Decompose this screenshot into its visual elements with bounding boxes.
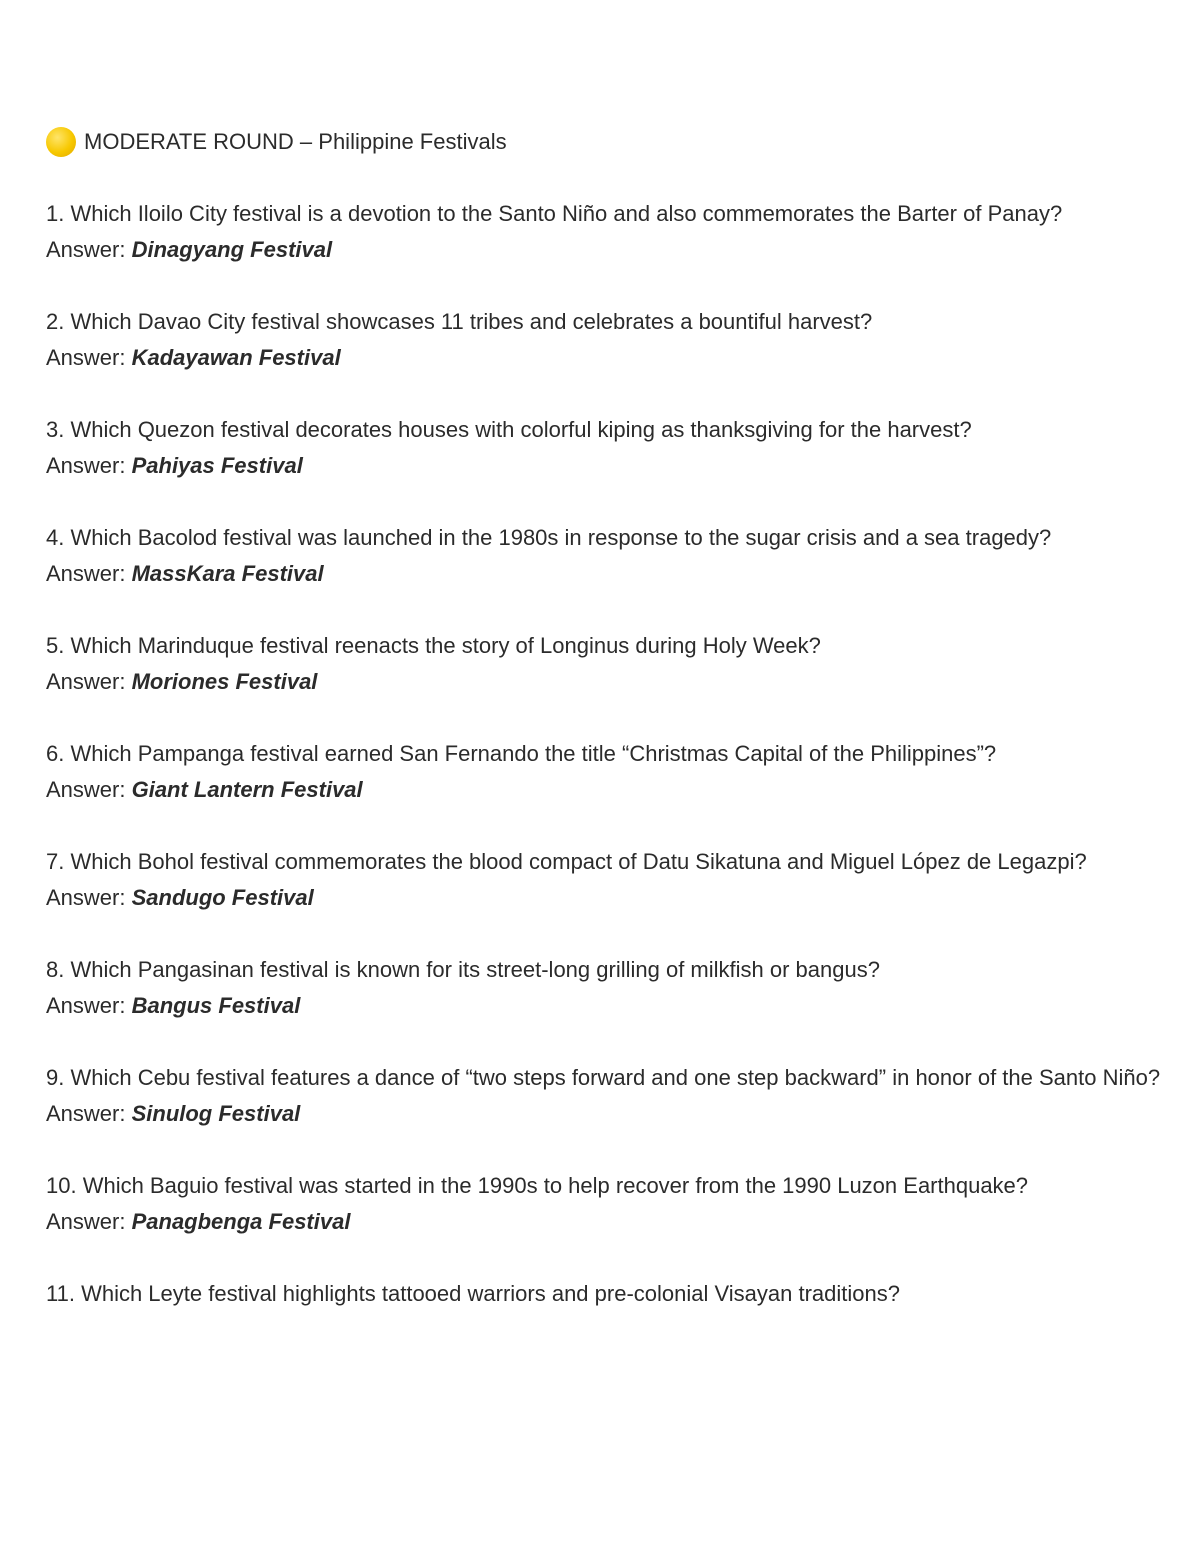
qa-item-4 [46,520,1166,592]
document-page [46,124,1166,1348]
answer-value: Dinagyang Festival [131,237,333,262]
answer-value: Sandugo Festival [131,885,314,910]
answer-label: Answer: [46,453,132,478]
answer-label: Answer: [46,885,132,910]
question-text: 11. Which Leyte festival highlights tattooed warriors and pre-colonial Visayan traditions? [46,1281,900,1306]
qa-item-8 [46,952,1166,1024]
question-text: 5. Which Marinduque festival reenacts the story of Longinus during Holy Week? [46,633,821,658]
answer-value: Panagbenga Festival [131,1209,351,1234]
answer-line [46,880,1166,916]
answer-value: Bangus Festival [131,993,301,1018]
qa-item-3 [46,412,1166,484]
answer-line [46,988,1166,1024]
answer-line [46,664,1166,700]
answer-line [46,232,1166,268]
question-text: 10. Which Baguio festival was started in the 1990s to help recover from the 1990 Luzon Earthquake? [46,1173,1029,1198]
qa-item-6 [46,736,1166,808]
answer-line [46,1204,1166,1240]
answer-value: Pahiyas Festival [131,453,303,478]
answer-label: Answer: [46,1209,132,1234]
qa-item-10 [46,1168,1166,1240]
answer-value: MassKara Festival [131,561,324,586]
document-title [46,124,1166,160]
qa-item-11 [46,1276,1166,1312]
answer-line [46,1096,1166,1132]
answer-value: Giant Lantern Festival [131,777,363,802]
question-text: 3. Which Quezon festival decorates houses with colorful kiping as thanksgiving for the harvest? [46,417,972,442]
yellow-circle-icon [46,127,76,157]
question-text: 6. Which Pampanga festival earned San Fernando the title “Christmas Capital of the Philippines”? [46,741,997,766]
answer-label: Answer: [46,561,132,586]
title-text: MODERATE ROUND – Philippine Festivals [84,129,507,154]
answer-value: Kadayawan Festival [131,345,341,370]
answer-line [46,448,1166,484]
answer-label: Answer: [46,1101,132,1126]
qa-item-1 [46,196,1166,268]
qa-item-5 [46,628,1166,700]
question-text: 9. Which Cebu festival features a dance of “two steps forward and one step backward” in honor of the Santo Niño? [46,1065,1161,1090]
question-text: 2. Which Davao City festival showcases 11 tribes and celebrates a bountiful harvest? [46,309,873,334]
answer-label: Answer: [46,345,132,370]
question-text: 1. Which Iloilo City festival is a devotion to the Santo Niño and also commemorates the Barter of Panay? [46,201,1063,226]
question-text: 4. Which Bacolod festival was launched in the 1980s in response to the sugar crisis and a sea tragedy? [46,525,1052,550]
qa-item-9 [46,1060,1166,1132]
answer-value: Sinulog Festival [131,1101,301,1126]
qa-item-2 [46,304,1166,376]
qa-item-7 [46,844,1166,916]
answer-value: Moriones Festival [131,669,318,694]
question-text: 8. Which Pangasinan festival is known for its street-long grilling of milkfish or bangus? [46,957,880,982]
answer-label: Answer: [46,237,132,262]
answer-line [46,772,1166,808]
answer-label: Answer: [46,777,132,802]
answer-label: Answer: [46,669,132,694]
answer-line [46,340,1166,376]
question-text: 7. Which Bohol festival commemorates the blood compact of Datu Sikatuna and Miguel López de Legazpi? [46,849,1087,874]
answer-line [46,556,1166,592]
answer-label: Answer: [46,993,132,1018]
